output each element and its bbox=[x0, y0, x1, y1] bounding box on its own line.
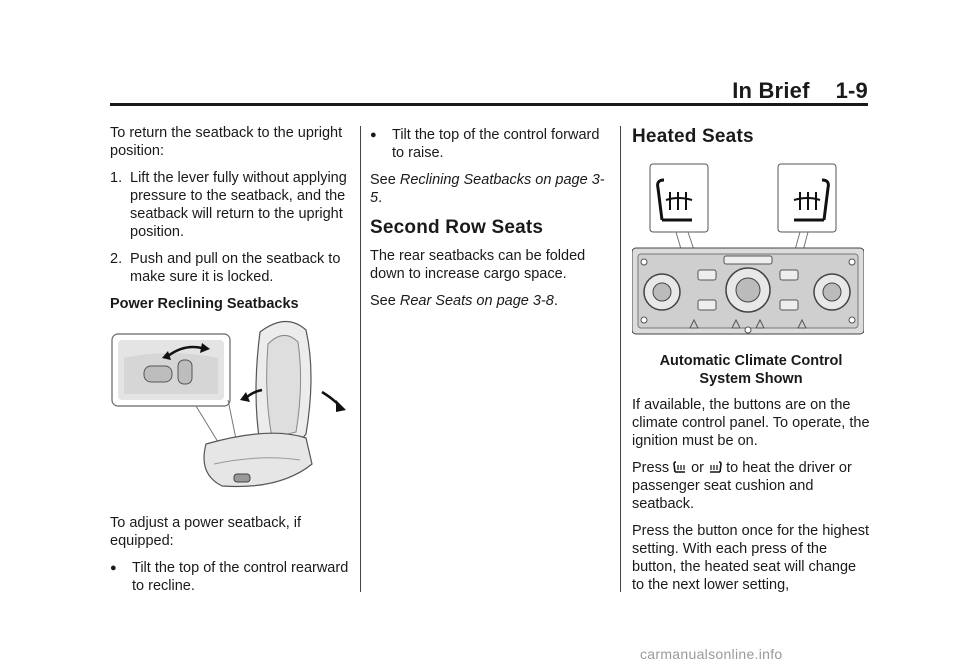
adjust-text: To adjust a power seatback, if equipped: bbox=[110, 515, 302, 549]
see-prefix: See bbox=[370, 293, 400, 309]
column-divider-2 bbox=[620, 126, 621, 592]
bullet-recline bbox=[110, 559, 352, 595]
bullet-icon: ● bbox=[370, 129, 377, 141]
section-title: In Brief bbox=[732, 78, 810, 103]
heading-second-row-seats: Second Row Seats bbox=[370, 217, 544, 238]
reclining-link[interactable]: Reclining Seatbacks on page 3-5 bbox=[370, 172, 605, 206]
bullet-icon: ● bbox=[110, 562, 117, 574]
see-rear-seats-ref bbox=[370, 292, 610, 310]
bullet-text: Tilt the top of the control rearward to recline. bbox=[132, 560, 349, 594]
step-2 bbox=[110, 250, 352, 286]
page-header bbox=[0, 0, 960, 110]
step-number: 1. bbox=[110, 170, 123, 186]
bullet-text: Tilt the top of the control forward to raise. bbox=[392, 127, 600, 161]
page-header-title bbox=[732, 78, 868, 104]
header-rule bbox=[110, 103, 868, 106]
page-number: 1-9 bbox=[835, 78, 868, 103]
press-text: Press bbox=[632, 460, 674, 476]
step-number: 2. bbox=[110, 251, 123, 267]
column-2 bbox=[370, 126, 610, 319]
press-text-continued: to heat the driver or passenger seat cushion and seatback. bbox=[632, 460, 852, 512]
intro-text: To return the seatback to the upright position: bbox=[110, 125, 343, 159]
climate-control-panel-illustration bbox=[632, 160, 864, 338]
passenger-heated-seat-icon bbox=[708, 460, 722, 474]
or-text: or bbox=[687, 460, 709, 476]
driver-heated-seat-icon bbox=[673, 460, 687, 474]
step-text: Lift the lever fully without applying pressure to the seatback, and the seatback will return to the upright position. bbox=[130, 170, 347, 240]
heated-seats-p2 bbox=[632, 459, 870, 513]
see-reclining-ref bbox=[370, 171, 610, 207]
column-1 bbox=[110, 124, 352, 322]
second-row-body: The rear seatbacks can be folded down to increase cargo space. bbox=[370, 248, 586, 282]
column-3-text bbox=[632, 396, 870, 603]
rear-seats-link[interactable]: Rear Seats on page 3-8 bbox=[399, 293, 554, 309]
heated-seats-p1: If available, the buttons are on the climate control panel. To operate, the ignition must be on. bbox=[632, 397, 870, 449]
column-divider-1 bbox=[360, 126, 361, 592]
power-seat-illustration bbox=[110, 314, 356, 504]
figure-caption: Automatic Climate Control System Shown bbox=[659, 353, 843, 387]
subheading-power-reclining: Power Reclining Seatbacks bbox=[110, 296, 299, 312]
see-suffix: . bbox=[553, 293, 558, 309]
watermark: carmanualsonline.info bbox=[640, 646, 783, 662]
bullet-raise bbox=[370, 126, 610, 162]
see-suffix: . bbox=[378, 190, 383, 206]
heated-seats-p3: Press the button once for the highest setting. With each press of the button, the heated seat will change to the next lower setting, bbox=[632, 523, 869, 593]
see-prefix: See bbox=[370, 172, 400, 188]
heading-heated-seats: Heated Seats bbox=[632, 126, 754, 147]
column-1-lower bbox=[110, 514, 352, 604]
column-3 bbox=[632, 126, 870, 156]
step-text: Push and pull on the seatback to make sure it is locked. bbox=[130, 251, 341, 285]
step-1 bbox=[110, 169, 352, 241]
